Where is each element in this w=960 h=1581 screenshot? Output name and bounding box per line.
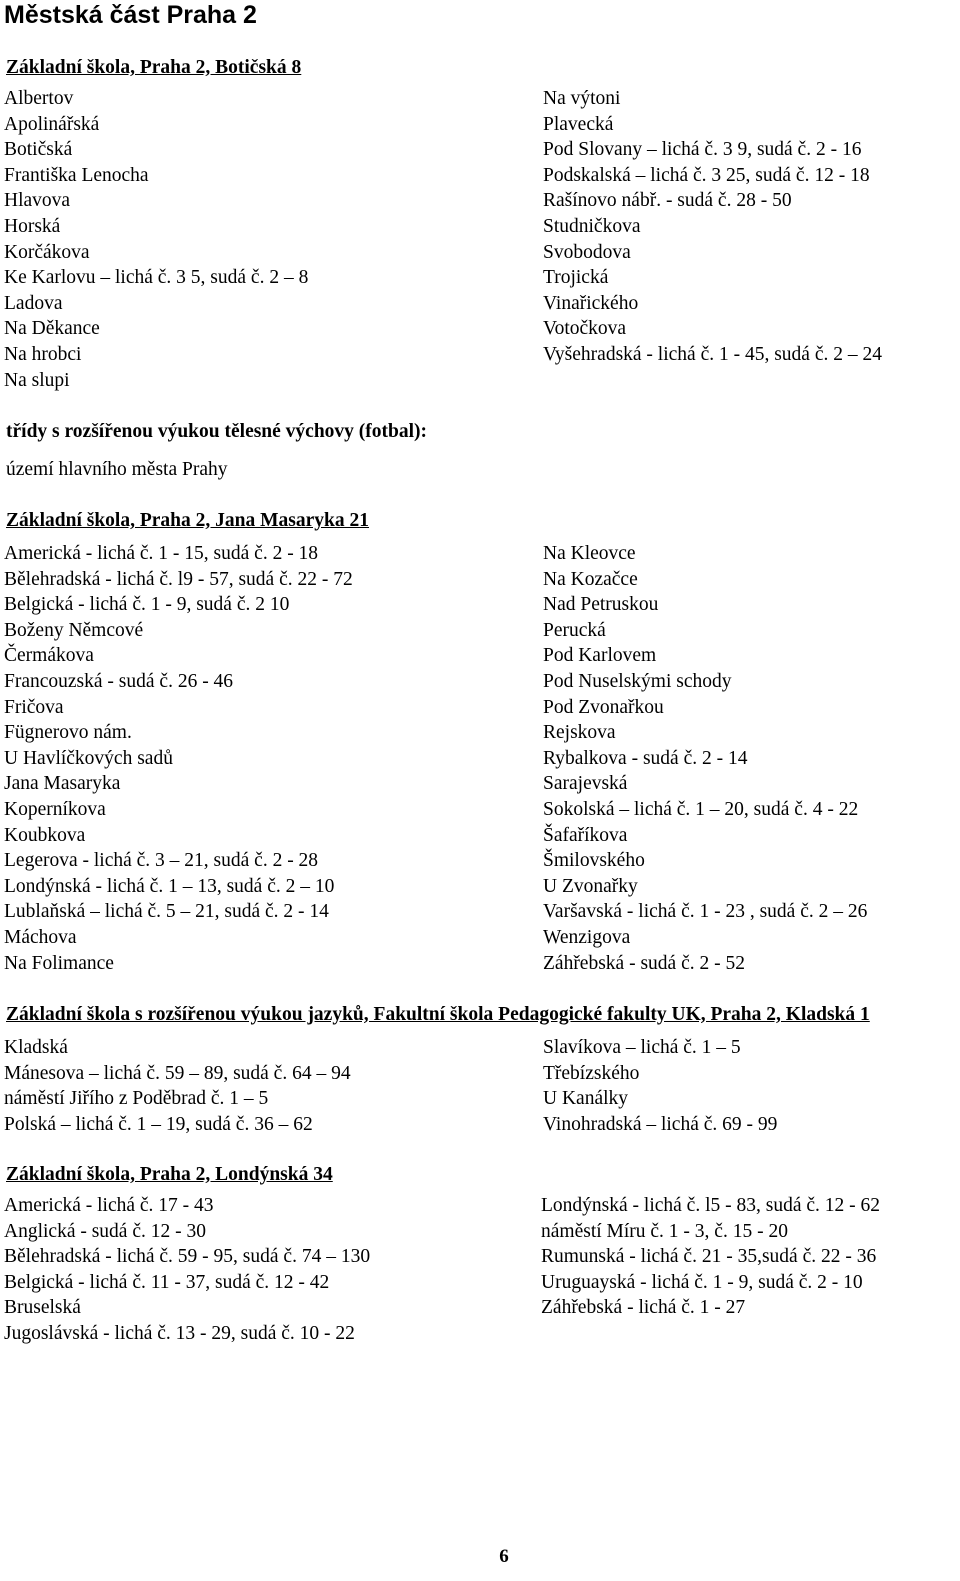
street-item: Sarajevská (543, 773, 628, 795)
street-item: Varšavská - lichá č. 1 - 23 , sudá č. 2 – 26 (543, 901, 868, 923)
street-item: Máchova (4, 926, 77, 948)
street-item: Vyšehradská - lichá č. 1 - 45, sudá č. 2 – 24 (543, 343, 882, 365)
street-item: Koubkova (4, 824, 86, 846)
street-list-right (543, 1035, 777, 1137)
street-item: Francouzská - sudá č. 26 - 46 (4, 670, 234, 692)
street-item: Rašínovo nábř. - sudá č. 28 - 50 (543, 190, 792, 212)
sports-classes-note: třídy s rozšířenou výukou tělesné výchovy (fotbal): (6, 421, 428, 442)
street-item: Koperníkova (4, 798, 106, 820)
school-heading-kladska: Základní škola s rozšířenou výukou jazyků, Fakultní škola Pedagogické fakulty UK, Praha 2, Kladská 1 (6, 1004, 870, 1025)
street-item: Šafaříkova (543, 824, 628, 846)
page-title: Městská část Praha 2 (4, 1, 257, 29)
street-item: Korčákova (4, 241, 90, 263)
street-item: Jugoslávská - lichá č. 13 - 29, sudá č. 10 - 22 (4, 1322, 355, 1344)
street-item: Záhřebská - lichá č. 1 - 27 (541, 1297, 746, 1319)
street-item: Podskalská – lichá č. 3 25, sudá č. 12 - 18 (543, 164, 870, 186)
street-item: Slavíkova – lichá č. 1 – 5 (543, 1037, 741, 1058)
street-item: Pod Zvonařkou (543, 696, 664, 718)
street-item: Rumunská - lichá č. 21 - 35,sudá č. 22 - 36 (541, 1246, 877, 1268)
street-list-left (4, 541, 353, 976)
school-heading-jana-masaryka: Základní škola, Praha 2, Jana Masaryka 21 (6, 510, 369, 531)
street-item: U Zvonařky (543, 875, 638, 897)
street-item: Vinařického (543, 292, 639, 314)
street-item: Na hrobci (4, 343, 82, 365)
street-item: Bělehradská - lichá č. l9 - 57, sudá č. 22 - 72 (4, 568, 353, 590)
street-item: Legerova - lichá č. 3 – 21, sudá č. 2 - 28 (4, 850, 319, 872)
street-item: Albertov (4, 88, 74, 109)
street-item: náměstí Jiřího z Poděbrad č. 1 – 5 (4, 1088, 269, 1110)
street-item: Na výtoni (543, 88, 621, 109)
street-item: Svobodova (543, 241, 631, 263)
street-item: Šmilovského (543, 850, 645, 872)
street-item: Boženy Němcové (4, 619, 144, 641)
street-item: Americká - lichá č. 1 - 15, sudá č. 2 - 18 (4, 543, 319, 564)
street-item: U Kanálky (543, 1088, 629, 1110)
street-item: Nad Petruskou (543, 594, 659, 616)
street-item: Perucká (543, 619, 606, 641)
street-item: Třebízského (543, 1062, 640, 1084)
street-item: Ladova (4, 292, 63, 314)
street-item: Belgická - lichá č. 11 - 37, sudá č. 12 - 42 (4, 1271, 330, 1293)
street-item: Sokolská – lichá č. 1 – 20, sudá č. 4 - 22 (543, 798, 859, 820)
street-item: Londýnská - lichá č. l5 - 83, sudá č. 12 - 62 (541, 1195, 881, 1216)
street-item: Fričova (4, 696, 64, 718)
street-item: Studničkova (543, 215, 641, 237)
street-item: U Havlíčkových sadů (4, 747, 173, 769)
street-item: Jana Masaryka (4, 773, 121, 795)
street-list-left (4, 1035, 351, 1137)
school-heading-londynska: Základní škola, Praha 2, Londýnská 34 (6, 1164, 333, 1185)
street-item: Na Děkance (4, 318, 100, 340)
street-item: Lublaňská – lichá č. 5 – 21, sudá č. 2 - 14 (4, 901, 329, 923)
street-item: Bruselská (4, 1297, 81, 1319)
street-list-right (543, 86, 882, 368)
street-item: Belgická - lichá č. 1 - 9, sudá č. 2 10 (4, 594, 290, 616)
street-item: Pod Nuselskými schody (543, 670, 732, 692)
street-item: Votočkova (543, 318, 627, 340)
street-item: Hlavova (4, 190, 71, 212)
street-item: Kladská (4, 1037, 68, 1058)
street-item: Rybalkova - sudá č. 2 - 14 (543, 747, 748, 769)
street-item: Záhřebská - sudá č. 2 - 52 (543, 952, 745, 974)
street-item: Horská (4, 215, 61, 237)
street-item: Apolinářská (4, 113, 100, 135)
street-item: Wenzigova (543, 926, 631, 948)
street-item: Polská – lichá č. 1 – 19, sudá č. 36 – 62 (4, 1113, 313, 1135)
street-item: Trojická (543, 267, 609, 289)
street-item: Plavecká (543, 113, 614, 135)
street-item: Františka Lenocha (4, 164, 149, 186)
street-list-left (4, 86, 308, 393)
street-item: Mánesova – lichá č. 59 – 89, sudá č. 64 – 94 (4, 1062, 351, 1084)
street-item: Na Kozačce (543, 568, 638, 590)
page-number: 6 (499, 1546, 509, 1567)
street-item: Rejskova (543, 722, 616, 744)
street-item: Čermákova (4, 645, 94, 667)
school-heading-boticska: Základní škola, Praha 2, Botičská 8 (6, 57, 302, 78)
sports-classes-area: území hlavního města Prahy (6, 459, 228, 480)
street-item: Na Kleovce (543, 543, 636, 564)
street-item: Pod Slovany – lichá č. 3 9, sudá č. 2 - 16 (543, 139, 862, 161)
street-item: Fügnerovo nám. (4, 722, 132, 744)
street-list-right (543, 541, 867, 976)
street-list-left (4, 1193, 370, 1347)
street-item: Vinohradská – lichá č. 69 - 99 (543, 1113, 778, 1135)
street-item: náměstí Míru č. 1 - 3, č. 15 - 20 (541, 1220, 788, 1242)
street-item: Na Folimance (4, 952, 114, 974)
street-item: Bělehradská - lichá č. 59 - 95, sudá č. 74 – 130 (4, 1246, 371, 1268)
street-item: Pod Karlovem (543, 645, 657, 667)
street-item: Americká - lichá č. 17 - 43 (4, 1195, 214, 1216)
street-item: Londýnská - lichá č. 1 – 13, sudá č. 2 – 10 (4, 875, 335, 897)
street-item: Uruguayská - lichá č. 1 - 9, sudá č. 2 - 10 (541, 1271, 863, 1293)
street-item: Na slupi (4, 369, 70, 391)
street-item: Anglická - sudá č. 12 - 30 (4, 1220, 206, 1242)
street-item: Ke Karlovu – lichá č. 3 5, sudá č. 2 – 8 (4, 267, 309, 289)
street-item: Botičská (4, 139, 73, 161)
street-list-right (541, 1193, 880, 1321)
